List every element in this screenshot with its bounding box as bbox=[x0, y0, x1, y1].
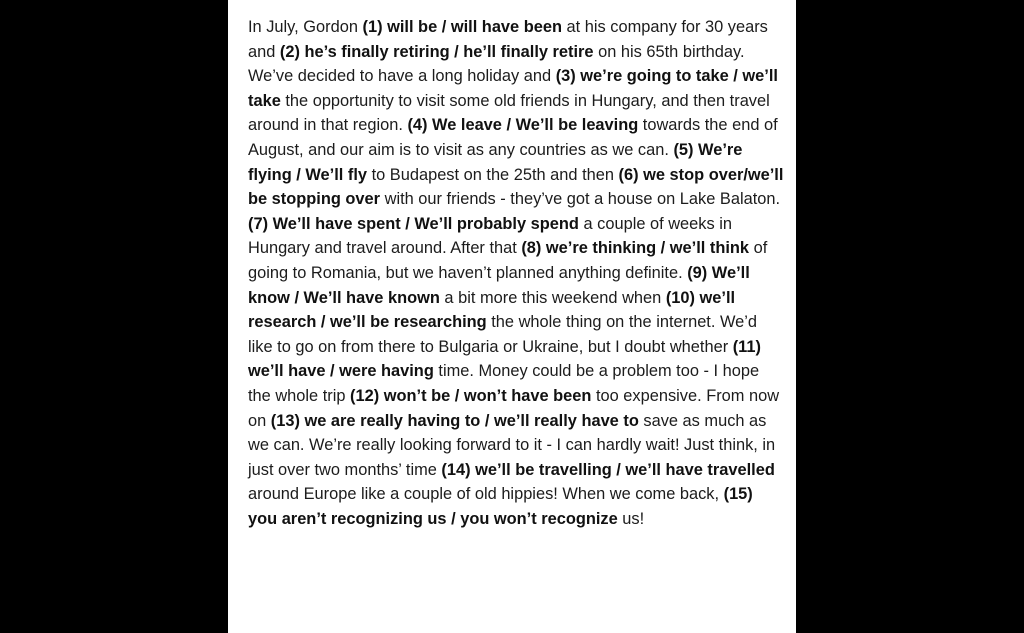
answer-options: (3) we’re going to take / we’ll take bbox=[248, 67, 778, 110]
paragraph-text: at his company for 30 years and bbox=[248, 18, 768, 61]
paragraph-text: with our friends - they’ve got a house on Lake Balaton. bbox=[380, 190, 781, 209]
paragraph-text: the whole thing on the internet. We’d like to go on from there to Bulgaria or Ukraine, but I doubt whether bbox=[248, 313, 758, 356]
answer-options: (10) we’ll research / we’ll be researching bbox=[248, 288, 736, 332]
answer-options: (15) you aren’t recognizing us / you won’t recognize bbox=[248, 485, 753, 528]
answer-options: (13) we are really having to / we’ll really have to bbox=[270, 411, 639, 430]
paragraph-text: a bit more this weekend when bbox=[439, 288, 666, 307]
exercise-paragraph bbox=[248, 15, 786, 531]
paragraph-text: us! bbox=[617, 509, 645, 528]
paragraph-text: save as much as we can. We’re really looking forward to it - I can hardly wait! Just think, in just over two months’ time bbox=[248, 411, 776, 479]
paragraph-text: the opportunity to visit some old friends in Hungary, and then travel around in that region. bbox=[248, 91, 770, 135]
answer-options: (1) will be / will have been bbox=[362, 18, 562, 36]
answer-options: (9) We’ll know / We’ll have known bbox=[248, 263, 750, 307]
paragraph-text: to Budapest on the 25th and then bbox=[367, 165, 619, 184]
paragraph-text: time. Money could be a problem too - I hope the whole trip bbox=[248, 362, 760, 405]
paragraph-text: on his 65th birthday. We’ve decided to have a long holiday and bbox=[248, 42, 745, 86]
answer-options: (7) We’ll have spent / We’ll probably spend bbox=[248, 214, 579, 233]
paragraph-text: around Europe like a couple of old hippies! When we come back, bbox=[248, 485, 724, 504]
paragraph-text: In July, Gordon bbox=[248, 18, 363, 36]
answer-options: (4) We leave / We’ll be leaving bbox=[407, 116, 639, 135]
answer-options: (8) we’re thinking / we’ll think bbox=[521, 239, 750, 258]
paragraph-text: too expensive. From now on bbox=[248, 386, 780, 430]
document-page bbox=[228, 0, 796, 633]
answer-options: (2) he’s finally retiring / he’ll finally retire bbox=[279, 42, 594, 61]
answer-options: (6) we stop over/we’ll be stopping over bbox=[248, 165, 784, 209]
answer-options: (14) we’ll be travelling / we’ll have travelled bbox=[441, 460, 775, 479]
answer-options: (12) won’t be / won’t have been bbox=[350, 386, 592, 405]
answer-options: (5) We’re flying / We’ll fly bbox=[248, 140, 743, 184]
paragraph-text: towards the end of August, and our aim is to visit as any countries as we can. bbox=[248, 116, 778, 159]
paragraph-text: of going to Romania, but we haven’t planned anything definite. bbox=[248, 239, 768, 282]
answer-options: (11) we’ll have / were having bbox=[248, 337, 761, 381]
paragraph-text: a couple of weeks in Hungary and travel around. After that bbox=[248, 214, 732, 258]
